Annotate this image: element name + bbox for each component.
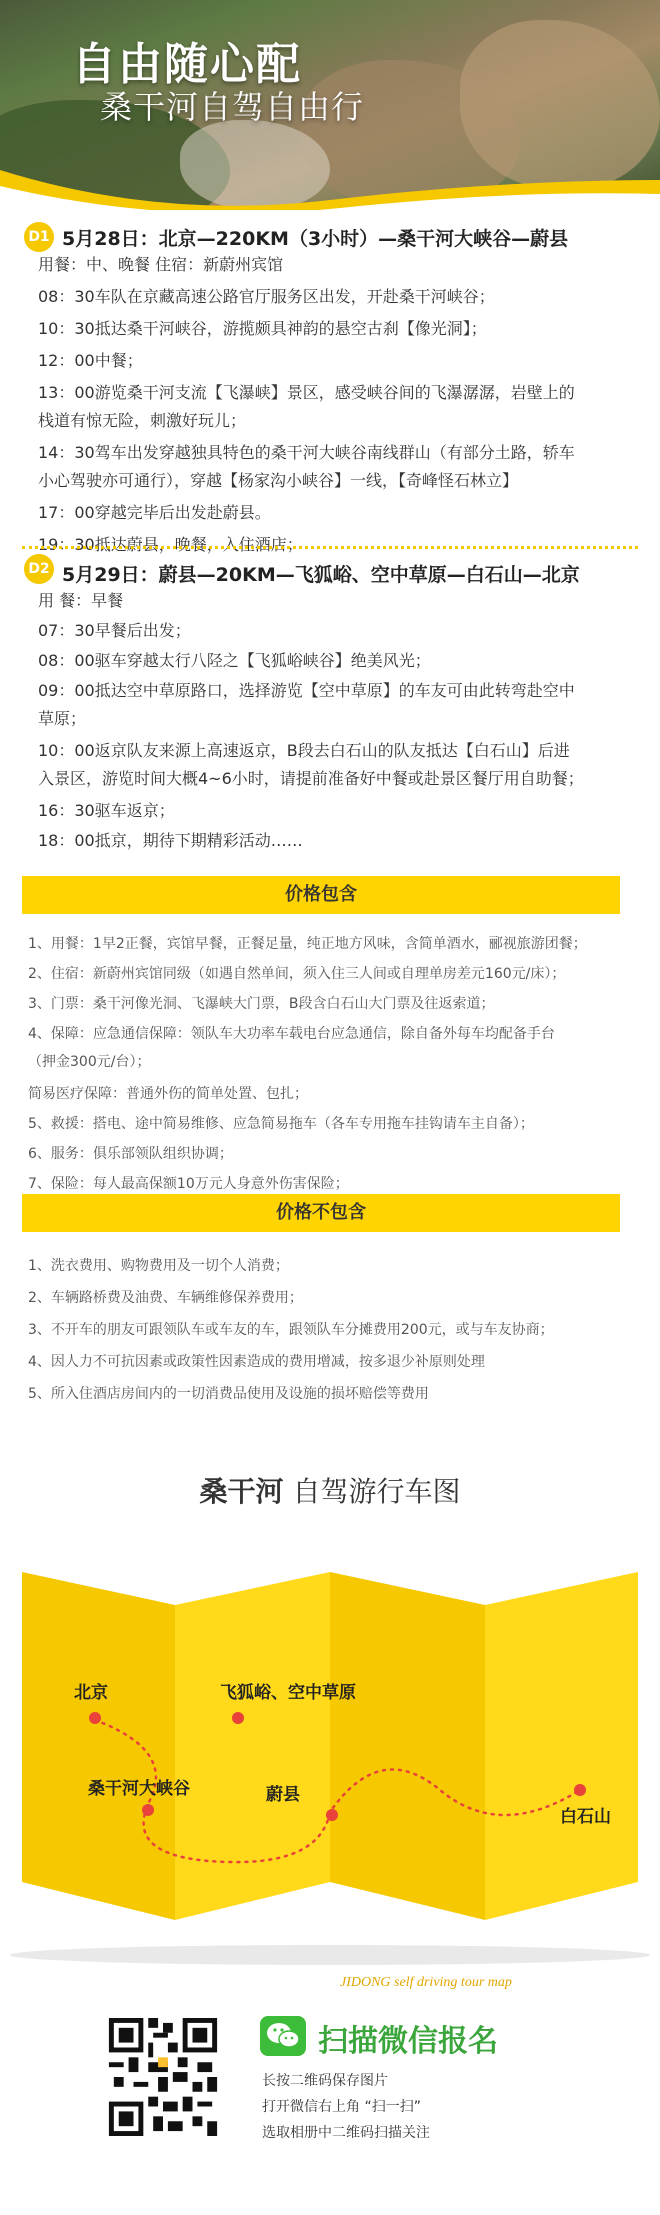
included-item: 简易医疗保障：普通外伤的简单处置、包扎； xyxy=(28,1086,308,1102)
hero-banner xyxy=(0,0,660,210)
excluded-item: 1、洗衣费用、购物费用及一切个人消费； xyxy=(28,1258,289,1274)
hero-wave-decoration xyxy=(0,160,660,210)
day2-line: 08：00驱车穿越太行八陉之【飞狐峪峡谷】绝美风光； xyxy=(38,651,431,670)
day1-line: 17：00穿越完毕后出发赴蔚县。 xyxy=(38,503,271,522)
included-item: 4、保障：应急通信保障：领队车大功率车载电台应急通信，除自备外每车均配备手台 xyxy=(28,1026,555,1042)
city-beijing: 北京 xyxy=(74,1683,108,1703)
hero-title: 自由随心配 xyxy=(72,39,302,90)
instruction-step: 打开微信右上角 “扫一扫” xyxy=(262,2099,421,2115)
included-item: 6、服务：俱乐部领队组织协调； xyxy=(28,1146,233,1162)
day2-badge: D2 xyxy=(24,554,54,584)
instruction-step: 长按二维码保存图片 xyxy=(262,2073,388,2089)
day1-line: 用餐：中、晚餐 住宿：新蔚州宾馆 xyxy=(38,255,284,274)
day2-line: 草原； xyxy=(38,709,87,728)
day1-line: 14：30驾车出发穿越独具特色的桑干河大峡谷南线群山（有部分土路，轿车 xyxy=(38,443,575,462)
day2-line: 09：00抵达空中草原路口，选择游览【空中草原】的车友可由此转弯赴空中 xyxy=(38,681,575,700)
included-item: （押金300元/台）； xyxy=(28,1054,151,1070)
city-baishishan: 白石山 xyxy=(560,1807,611,1827)
day2-line: 16：30驱车返京； xyxy=(38,801,175,820)
day1-badge: D1 xyxy=(24,222,54,252)
map-caption: JIDONG self driving tour map xyxy=(340,1975,512,1990)
excluded-item: 2、车辆路桥费及油费、车辆维修保养费用； xyxy=(28,1290,303,1306)
day1-line: 13：00游览桑干河支流【飞瀑峡】景区，感受峡谷间的飞瀑潺潺，岩壁上的 xyxy=(38,383,575,402)
day2-line: 18：00抵京，期待下期精彩活动…… xyxy=(38,831,303,850)
day-divider xyxy=(22,546,638,549)
day2-heading: 5月29日：蔚县—20KM—飞狐峪、空中草原—白石山—北京 xyxy=(62,564,580,586)
included-item: 1、用餐：1早2正餐，宾馆早餐，正餐足量，纯正地方风味，含简单酒水，郦视旅游团餐； xyxy=(28,936,587,952)
folded-map-graphic xyxy=(0,1550,660,1980)
included-item: 2、住宿：新蔚州宾馆同级（如遇自然单间，须入住三人间或自理单房差元160元/床）； xyxy=(28,966,566,982)
day2-line: 07：30早餐后出发； xyxy=(38,621,191,640)
day2-line: 用 餐：早餐 xyxy=(38,591,124,610)
included-item: 5、救援：搭电、途中简易维修、应急简易拖车（各车专用拖车挂钩请车主自备）； xyxy=(28,1116,534,1132)
wechat-signup-title: 扫描微信报名 xyxy=(318,2024,498,2059)
day1-line: 12：00中餐； xyxy=(38,351,143,370)
price-included-header: 价格包含 xyxy=(22,876,620,914)
wechat-icon xyxy=(260,2016,306,2056)
day1-line: 栈道有惊无险，刺激好玩儿； xyxy=(38,411,247,430)
day2-line: 10：00返京队友来源上高速返京，B段去白石山的队友抵达【白石山】后进 xyxy=(38,741,570,760)
qr-code[interactable] xyxy=(108,2018,218,2136)
excluded-item: 4、因人力不可抗因素或政策性因素造成的费用增减，按多退少补原则处理 xyxy=(28,1354,485,1370)
route-map xyxy=(0,1550,660,1980)
hero-subtitle: 桑干河自驾自由行 xyxy=(100,88,365,126)
included-item: 3、门票：桑干河像光洞、飞瀑峡大门票，B段含白石山大门票及往返索道； xyxy=(28,996,495,1012)
map-title xyxy=(0,1470,660,1510)
city-feihuyu: 飞狐峪、空中草原 xyxy=(220,1683,356,1703)
instruction-step: 选取相册中二维码扫描关注 xyxy=(262,2125,430,2141)
city-sanggan-canyon: 桑干河大峡谷 xyxy=(88,1779,190,1799)
included-item: 7、保险：每人最高保额10万元人身意外伤害保险； xyxy=(28,1176,349,1192)
map-title-bold: 桑干河 xyxy=(199,1475,284,1508)
excluded-item: 3、不开车的朋友可跟领队车或车友的车，跟领队车分摊费用200元，或与车友协商； xyxy=(28,1322,554,1338)
day1-line: 19：30抵达蔚县，晚餐，入住酒店； xyxy=(38,535,303,554)
price-excluded-header: 价格不包含 xyxy=(22,1194,620,1232)
map-title-rest: 自驾游行车图 xyxy=(283,1475,461,1508)
day1-line: 08：30车队在京藏高速公路官厅服务区出发，开赴桑干河峡谷； xyxy=(38,287,495,306)
excluded-item: 5、所入住酒店房间内的一切消费品使用及设施的损坏赔偿等费用 xyxy=(28,1386,429,1402)
day1-line: 小心驾驶亦可通行），穿越【杨家沟小峡谷】一线，【奇峰怪石林立】 xyxy=(38,471,519,490)
city-weixian: 蔚县 xyxy=(266,1785,300,1805)
day1-line: 10：30抵达桑干河峡谷，游揽颇具神韵的悬空古刹【像光洞】； xyxy=(38,319,487,338)
day2-line: 入景区，游览时间大概4~6小时，请提前准备好中餐或赴景区餐厅用自助餐； xyxy=(38,769,584,788)
day1-heading: 5月28日：北京—220KM（3小时）—桑干河大峡谷—蔚县 xyxy=(62,228,569,250)
